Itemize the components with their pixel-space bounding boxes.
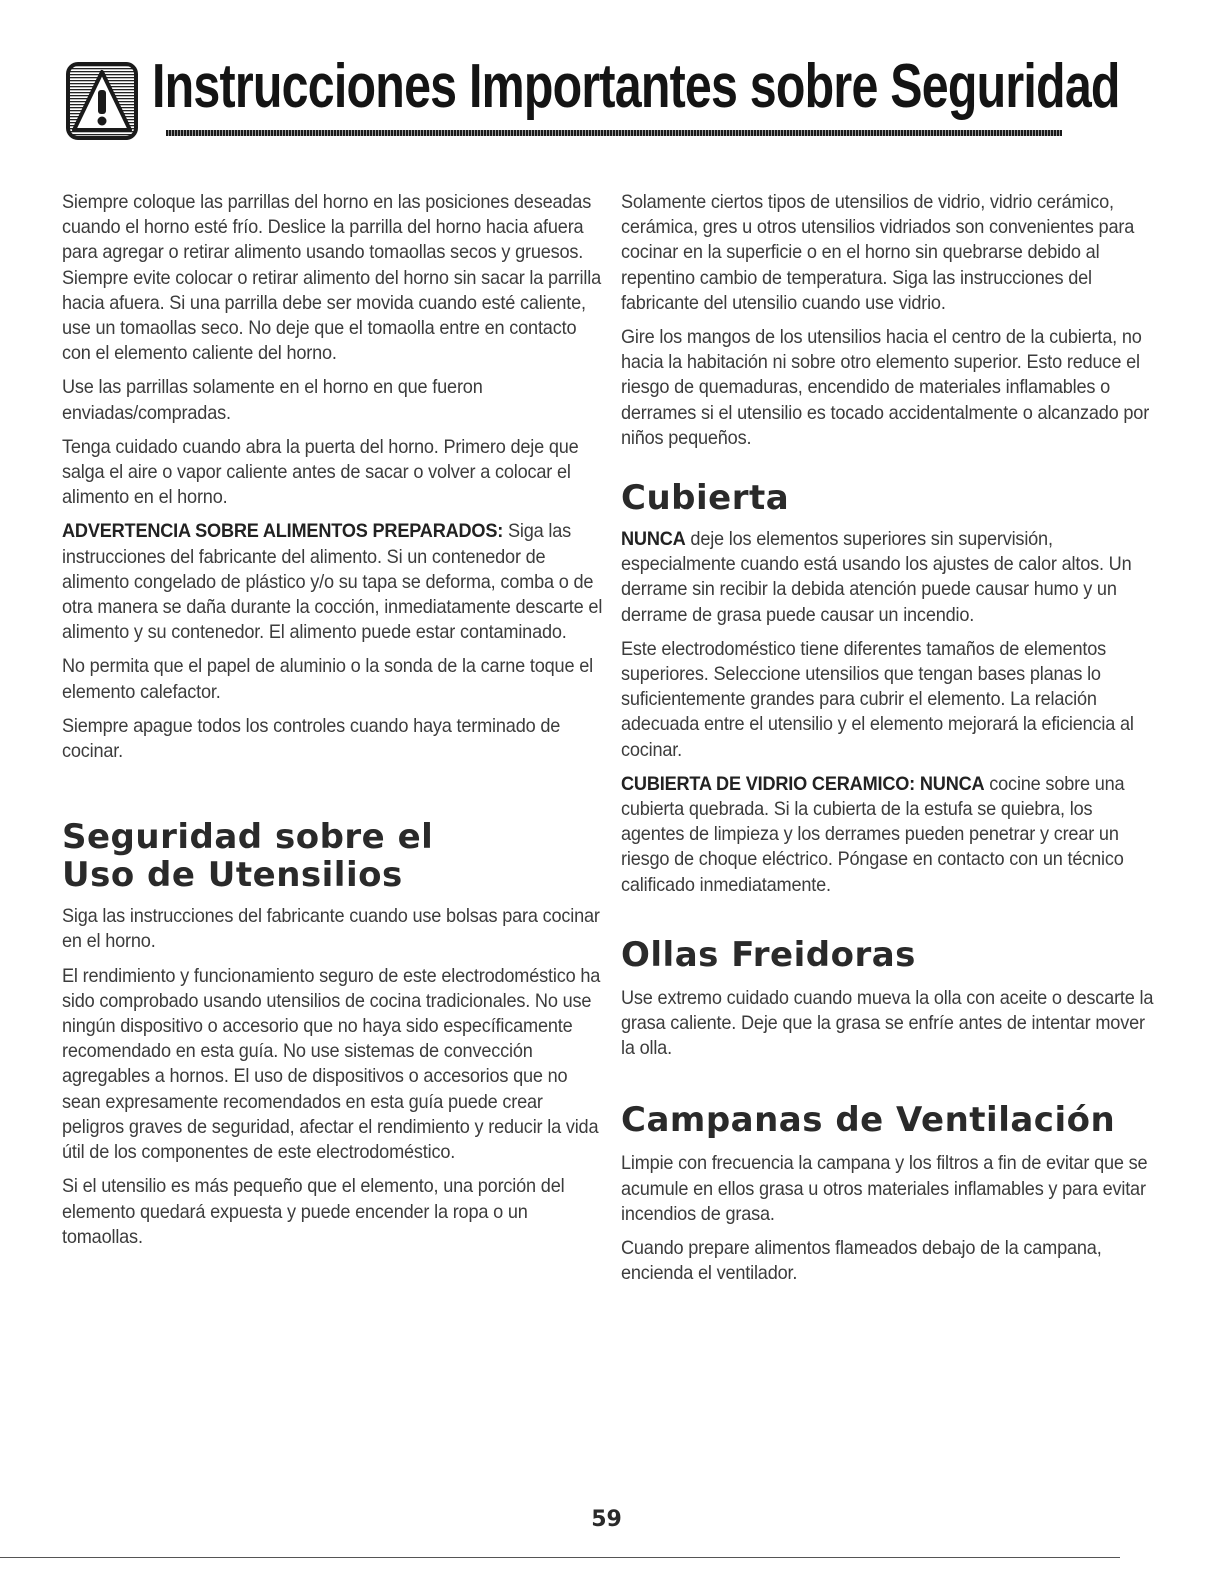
page-number: 59 [591, 1507, 622, 1532]
paragraph-bolsas: Siga las instrucciones del fabricante cuando use bolsas para cocinar en el horno. [62, 905, 600, 953]
paragraph-rendimiento: El rendimiento y funcionamiento seguro de este electrodoméstico ha sido comprobado usando utensilios de cocina tradicionales. No use ningún dispositivo o accesorio que no haya sido específicamente recomendado en esta guía. No use sistemas de convección agregables a hornos. El uso de dispositivos o accesorios que no sean expresamente recomendados en esta guía puede crear peligros graves de seguridad, afectar el rendimiento y reducir la vida útil de los componentes de este electrodoméstico. [62, 964, 601, 1164]
advertencia-text: Siga las instrucciones del fabricante del alimento. Si un contenedor de alimento congelado de plástico y/o su tapa se deforma, comba o de otra manera se daña durante la cocción, inmediatamente descarte el alimento y su contenedor. El alimento puede estar contaminado. [62, 520, 603, 644]
advertencia-label: ADVERTENCIA SOBRE ALIMENTOS PREPARADOS: [62, 520, 504, 543]
nunca-label: NUNCA [621, 528, 686, 551]
paragraph-parrillas: Siempre coloque las parrillas del horno en las posiciones deseadas cuando el horno esté frío. Deslice la parrilla del horno hacia afuera para agregar o retirar alimento usando tomaollas secos y gruesos. Siempre evite colocar o retirar alimento del horno sin sacar la parrilla hacia afuera. Si una parrilla debe ser movida cuando esté caliente, use un tomaollas seco. No deje que el tomaolla entre en contacto con el elemento caliente del horno. [62, 191, 601, 365]
page-title: Instrucciones Importantes sobre Seguridad [152, 52, 1120, 121]
title-underline [166, 130, 1062, 136]
vidrio-ceramico-label: CUBIERTA DE VIDRIO CERAMICO: NUNCA [621, 772, 985, 795]
warning-triangle-icon [66, 62, 138, 140]
paragraph-nunca [621, 527, 1153, 628]
paragraph-advertencia [62, 519, 604, 645]
paragraph-aluminio: No permita que el papel de aluminio o la sonda de la carne toque el elemento calefactor. [62, 655, 593, 703]
paragraph-vidrio: Solamente ciertos tipos de utensilios de vidrio, vidrio cerámico, cerámica, gres u otros utensilios vidriados son convenientes para cocinar en la superficie o en el horno sin quebrarse debido al repentino cambio de temperatura. Siga las instrucciones del fabricante del utensilio cuando use vidrio. [621, 191, 1135, 314]
paragraph-tamanos: Este electrodoméstico tiene diferentes tamaños de elementos superiores. Seleccione utensilios que tengan bases planas lo suficientemente grandes para cubrir el elemento. La relación adecuada entre el utensilio y el elemento mejorará la eficiencia al cocinar. [621, 637, 1134, 761]
paragraph-campana-filtros: Limpie con frecuencia la campana y los filtros a fin de evitar que se acumule en ellos grasa u otros materiales inflamables y para evitar incendios de grasa. [621, 1152, 1148, 1225]
left-column [62, 190, 602, 1259]
paragraph-mangos: Gire los mangos de los utensilios hacia el centro de la cubierta, no hacia la habitación ni sobre otro elemento superior. Esto reduce el riesgo de quemaduras, encendido de materiales inflamables o derrames si el utensilio es tocado accidentalmente o alcanzado por niños pequeños. [621, 326, 1150, 449]
paragraph-ventilador: Cuando prepare alimentos flameados debajo de la campana, encienda el ventilador. [621, 1237, 1102, 1285]
paragraph-vidrio-ceramico [621, 772, 1153, 898]
heading-cubierta: Cubierta [621, 478, 790, 519]
paragraph-parrillas-enviadas: Use las parrillas solamente en el horno en que fueron enviadas/compradas. [62, 376, 483, 424]
page-header [66, 50, 1120, 150]
heading-campanas: Campanas de Ventilación [621, 1100, 1116, 1141]
heading-seguridad-utensilios: Seguridad sobre el Uso de Utensilios [62, 817, 434, 896]
heading-ollas-freidoras: Ollas Freidoras [621, 934, 916, 975]
paragraph-puerta-horno: Tenga cuidado cuando abra la puerta del horno. Primero deje que salga el aire o vapor caliente antes de sacar o volver a colocar el alimento en el horno. [62, 435, 579, 509]
nunca-text: deje los elementos superiores sin supervisión, especialmente cuando está usando los ajustes de calor altos. Un derrame sin recibir la debida atención puede causar humo y un derrame de grasa puede causar un incendio. [621, 528, 1132, 626]
paragraph-utensilio-pequeno: Si el utensilio es más pequeño que el elemento, una porción del elemento quedará expuesta y puede encender la ropa o un tomaollas. [62, 1175, 565, 1248]
bottom-rule [0, 1557, 1120, 1558]
paragraph-controles: Siempre apague todos los controles cuando haya terminado de cocinar. [62, 714, 561, 763]
right-column [621, 190, 1154, 1296]
paragraph-ollas: Use extremo cuidado cuando mueva la olla con aceite o descarte la grasa caliente. Deje que la grasa se enfríe antes de intentar mover la olla. [621, 986, 1154, 1060]
vidrio-ceramico-text: cocine sobre una cubierta quebrada. Si la cubierta de la estufa se quiebra, los agentes de limpieza y los derrames pueden penetrar y crear un riesgo de choque eléctrico. Póngase en contacto con un técnico calificado inmediatamente. [621, 772, 1125, 896]
